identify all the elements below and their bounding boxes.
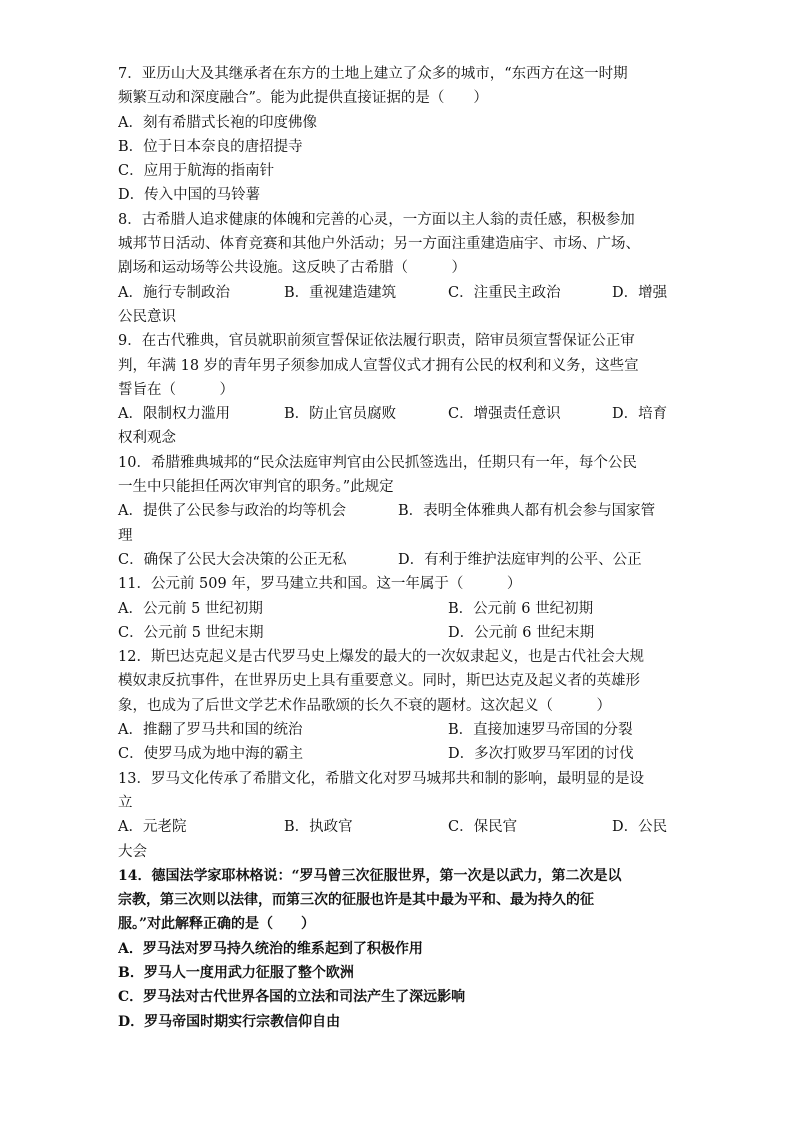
options-row: [118, 597, 678, 621]
option-d: D．公元前 6 世纪末期: [448, 624, 595, 641]
option-d: D．传入中国的马铃薯: [118, 187, 261, 204]
option-c: C．注重民主政治: [448, 284, 561, 301]
option-b: B．表明全体雅典人都有机会参与国家管: [398, 503, 656, 520]
option-b-wrap: 理: [118, 527, 133, 544]
question-9: [118, 329, 678, 450]
question-10: [118, 451, 678, 572]
options-row: [118, 621, 678, 645]
option-a: A．公元前 5 世纪初期: [118, 600, 263, 617]
option-d: D．有利于维护法庭审判的公平、公正: [398, 551, 642, 568]
question-stem: 一生中只能担任两次审判官的职务。”此规定: [118, 479, 394, 496]
options-row: [118, 548, 678, 572]
option-a: A．罗马法对罗马持久统治的维系起到了积极作用: [118, 940, 423, 957]
option-a: A．推翻了罗马共和国的统治: [118, 722, 303, 739]
question-stem: 10．希腊雅典城邦的“民众法庭审判官由公民抓签选出，任期只有一年，每个公民: [118, 454, 637, 471]
option-d: D．罗马帝国时期实行宗教信仰自由: [118, 1013, 341, 1030]
option-c: C．罗马法对古代世界各国的立法和司法产生了深远影响: [118, 989, 466, 1006]
option-b: B．直接加速罗马帝国的分裂: [448, 722, 633, 739]
exam-page: [118, 62, 678, 1034]
question-stem: 频繁互动和深度融合”。能为此提供直接证据的是（ ）: [118, 90, 488, 107]
question-stem: 11．公元前 509 年，罗马建立共和国。这一年属于（ ）: [118, 576, 522, 593]
options-row: [118, 742, 678, 766]
question-11: [118, 572, 678, 645]
option-a: A．刻有希腊式长袍的印度佛像: [118, 114, 317, 131]
question-stem: 城邦节日活动、体育竞赛和其他户外活动；另一方面注重建造庙宇、市场、广场、: [118, 236, 640, 253]
question-stem: 判，年满 18 岁的青年男子须参加成人宣誓仪式才拥有公民的权利和义务，这些宣: [118, 357, 639, 374]
option-a: A．限制权力滥用: [118, 406, 230, 423]
question-stem: 9．在古代雅典，官员就职前须宣誓保证依法履行职责，陪审员须宣誓保证公正审: [118, 333, 635, 350]
question-stem: 宗教，第三次则以法律，而第三次的征服也许是其中最为平和、最为持久的征: [118, 892, 594, 909]
option-c: C．保民官: [448, 819, 518, 836]
question-stem: 12．斯巴达克起义是古代罗马史上爆发的最大的一次奴隶起义，也是古代社会大规: [118, 649, 644, 666]
option-c: C．应用于航海的指南针: [118, 163, 275, 180]
option-b: B．罗马人一度用武力征服了整个欧洲: [118, 964, 354, 981]
option-d-wrap: 大会: [118, 843, 147, 860]
question-stem: 誓旨在（ ）: [118, 381, 234, 398]
option-d: D．多次打败罗马军团的讨伐: [448, 746, 634, 763]
question-stem: 剧场和运动场等公共设施。这反映了古希腊（ ）: [118, 260, 466, 277]
question-13: [118, 767, 678, 864]
option-c: C．公元前 5 世纪末期: [118, 624, 264, 641]
question-12: [118, 645, 678, 766]
option-d-wrap: 公民意识: [118, 308, 176, 325]
option-c: C．增强责任意识: [448, 406, 561, 423]
question-stem: 立: [118, 794, 133, 811]
options-row: [118, 815, 678, 839]
option-b: B．防止官员腐败: [284, 406, 397, 423]
question-stem: 13．罗马文化传承了希腊文化，希腊文化对罗马城邦共和制的影响，最明显的是设: [118, 770, 644, 787]
option-b: B．位于日本奈良的唐招提寺: [118, 138, 303, 155]
options-row: [118, 718, 678, 742]
option-d: D．增强: [612, 284, 668, 301]
options-row: [118, 499, 678, 523]
question-7: [118, 62, 678, 208]
option-a: A．施行专制政治: [118, 284, 230, 301]
question-8: [118, 208, 678, 329]
question-stem: 象，也成为了后世文学艺术作品歌颂的长久不衰的题材。这次起义（ ）: [118, 697, 611, 714]
question-stem: 服。”对此解释正确的是（ ）: [118, 916, 316, 933]
option-d: D．公民: [612, 819, 668, 836]
option-d-wrap: 权利观念: [118, 430, 176, 447]
option-b: B．执政官: [284, 819, 353, 836]
option-c: C．使罗马成为地中海的霸主: [118, 746, 304, 763]
question-stem: 模奴隶反抗事件，在世界历史上具有重要意义。同时，斯巴达克及起义者的英雄形: [118, 673, 640, 690]
question-stem: 7．亚历山大及其继承者在东方的土地上建立了众多的城市，“东西方在这一时期: [118, 66, 628, 82]
option-c: C．确保了公民大会决策的公正无私: [118, 551, 347, 568]
option-a: A．提供了公民参与政治的均等机会: [118, 503, 346, 520]
options-row: [118, 402, 678, 426]
question-14: [118, 864, 678, 1034]
option-b: B．公元前 6 世纪初期: [448, 600, 594, 617]
options-row: [118, 281, 678, 305]
option-b: B．重视建造建筑: [284, 284, 397, 301]
option-d: D．培育: [612, 406, 668, 423]
question-stem: 8．古希腊人追求健康的体魄和完善的心灵，一方面以主人翁的责任感，积极参加: [118, 211, 635, 228]
option-a: A．元老院: [118, 819, 187, 836]
question-stem: 14．德国法学家耶林格说：“罗马曾三次征服世界，第一次是以武力，第二次是以: [118, 867, 622, 884]
